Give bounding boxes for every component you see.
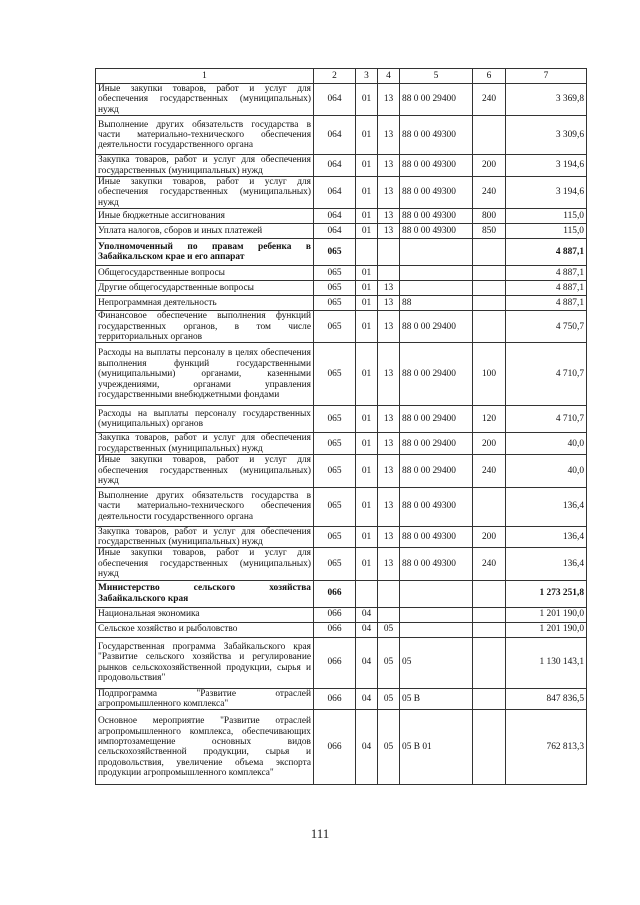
column-number: 6 — [473, 69, 506, 84]
expense-type-code — [473, 637, 506, 688]
row-description: Общегосударственные вопросы — [96, 266, 314, 281]
amount: 4 887,1 — [506, 266, 587, 281]
ministry-code: 066 — [314, 622, 356, 637]
table-row — [96, 637, 587, 688]
table-row — [96, 406, 587, 433]
subsection-code — [378, 607, 400, 622]
target-article-code: 88 0 00 29400 — [400, 433, 473, 455]
table-row — [96, 296, 587, 311]
expense-type-code: 800 — [473, 209, 506, 224]
section-code: 01 — [356, 311, 378, 343]
target-article-code: 88 0 00 49300 — [400, 116, 473, 155]
ministry-code: 065 — [314, 311, 356, 343]
subsection-code: 13 — [378, 548, 400, 580]
ministry-code: 065 — [314, 343, 356, 406]
section-code: 04 — [356, 637, 378, 688]
ministry-code: 066 — [314, 688, 356, 710]
amount: 4 887,1 — [506, 296, 587, 311]
target-article-code: 05 В — [400, 688, 473, 710]
subsection-code: 13 — [378, 155, 400, 177]
column-number: 4 — [378, 69, 400, 84]
expense-type-code — [473, 266, 506, 281]
ministry-code: 065 — [314, 266, 356, 281]
section-code: 01 — [356, 155, 378, 177]
page-number: 111 — [310, 826, 330, 841]
target-article-code: 88 0 00 49300 — [400, 209, 473, 224]
expense-type-code — [473, 116, 506, 155]
table-row — [96, 622, 587, 637]
ministry-code: 065 — [314, 487, 356, 526]
subsection-code — [378, 580, 400, 607]
row-description: Непрограммная деятельность — [96, 296, 314, 311]
table-row — [96, 239, 587, 266]
row-description: Закупка товаров, работ и услуг для обеспечения государственных (муниципальных) нужд — [96, 155, 314, 177]
expense-type-code: 240 — [473, 548, 506, 580]
subsection-code: 13 — [378, 526, 400, 548]
row-description: Другие общегосударственные вопросы — [96, 281, 314, 296]
table-row — [96, 224, 587, 239]
subsection-code: 13 — [378, 224, 400, 239]
column-number: 5 — [400, 69, 473, 84]
target-article-code: 88 — [400, 296, 473, 311]
row-description: Закупка товаров, работ и услуг для обеспечения государственных (муниципальных) нужд — [96, 526, 314, 548]
target-article-code: 88 0 00 49300 — [400, 224, 473, 239]
subsection-code — [378, 239, 400, 266]
subsection-code: 05 — [378, 637, 400, 688]
amount: 1 273 251,8 — [506, 580, 587, 607]
table-row — [96, 266, 587, 281]
target-article-code: 88 0 00 49300 — [400, 487, 473, 526]
table-row — [96, 688, 587, 710]
target-article-code — [400, 281, 473, 296]
ministry-code: 065 — [314, 433, 356, 455]
row-description: Министерство сельского хозяйства Забайкальского края — [96, 580, 314, 607]
subsection-code: 13 — [378, 311, 400, 343]
section-code: 01 — [356, 296, 378, 311]
table-row — [96, 281, 587, 296]
amount: 4 750,7 — [506, 311, 587, 343]
amount: 847 836,5 — [506, 688, 587, 710]
amount: 136,4 — [506, 487, 587, 526]
table-row — [96, 155, 587, 177]
subsection-code: 13 — [378, 116, 400, 155]
target-article-code: 88 0 00 49300 — [400, 177, 473, 209]
amount: 115,0 — [506, 224, 587, 239]
amount: 3 309,6 — [506, 116, 587, 155]
section-code — [356, 580, 378, 607]
amount: 40,0 — [506, 433, 587, 455]
ministry-code: 064 — [314, 224, 356, 239]
expense-type-code: 240 — [473, 455, 506, 487]
amount: 4 887,1 — [506, 281, 587, 296]
section-code: 01 — [356, 526, 378, 548]
expense-type-code: 240 — [473, 177, 506, 209]
table-row — [96, 433, 587, 455]
ministry-code: 066 — [314, 607, 356, 622]
row-description: Уплата налогов, сборов и иных платежей — [96, 224, 314, 239]
target-article-code — [400, 622, 473, 637]
ministry-code: 064 — [314, 116, 356, 155]
row-description: Сельское хозяйство и рыболовство — [96, 622, 314, 637]
expense-type-code — [473, 688, 506, 710]
target-article-code — [400, 580, 473, 607]
target-article-code: 88 0 00 29400 — [400, 455, 473, 487]
subsection-code: 13 — [378, 281, 400, 296]
ministry-code: 066 — [314, 580, 356, 607]
target-article-code: 05 В 01 — [400, 710, 473, 785]
section-code: 01 — [356, 406, 378, 433]
table-row — [96, 526, 587, 548]
table-row — [96, 487, 587, 526]
table-row — [96, 209, 587, 224]
expense-type-code: 850 — [473, 224, 506, 239]
expense-type-code — [473, 487, 506, 526]
amount: 3 194,6 — [506, 155, 587, 177]
expense-type-code — [473, 311, 506, 343]
section-code: 04 — [356, 688, 378, 710]
row-description: Подпрограмма "Развитие отраслей агропромышленного комплекса" — [96, 688, 314, 710]
row-description: Иные закупки товаров, работ и услуг для обеспечения государственных (муниципальных) нужд — [96, 84, 314, 116]
amount: 40,0 — [506, 455, 587, 487]
target-article-code: 88 0 00 49300 — [400, 526, 473, 548]
row-description: Расходы на выплаты персоналу в целях обеспечения выполнения функций государственными (муниципальными) органами, казенными учреждениями, органами управления государственными внебюджетными фондами — [96, 343, 314, 406]
expense-type-code: 200 — [473, 526, 506, 548]
section-code — [356, 239, 378, 266]
subsection-code: 13 — [378, 487, 400, 526]
expense-type-code: 120 — [473, 406, 506, 433]
section-code: 04 — [356, 710, 378, 785]
row-description: Иные закупки товаров, работ и услуг для обеспечения государственных (муниципальных) нужд — [96, 177, 314, 209]
table-row — [96, 84, 587, 116]
expense-type-code: 100 — [473, 343, 506, 406]
column-number: 2 — [314, 69, 356, 84]
section-code: 01 — [356, 548, 378, 580]
expense-type-code: 200 — [473, 433, 506, 455]
table-row — [96, 710, 587, 785]
section-code: 01 — [356, 266, 378, 281]
row-description: Закупка товаров, работ и услуг для обеспечения государственных (муниципальных) нужд — [96, 433, 314, 455]
subsection-code: 05 — [378, 622, 400, 637]
ministry-code: 066 — [314, 710, 356, 785]
table-row — [96, 311, 587, 343]
amount: 115,0 — [506, 209, 587, 224]
target-article-code — [400, 239, 473, 266]
subsection-code: 13 — [378, 209, 400, 224]
target-article-code: 05 — [400, 637, 473, 688]
amount: 762 813,3 — [506, 710, 587, 785]
amount: 1 201 190,0 — [506, 607, 587, 622]
row-description: Выполнение других обязательств государства в части материально-технического обеспечения деятельности государственного органа — [96, 487, 314, 526]
expense-type-code — [473, 607, 506, 622]
expense-type-code: 200 — [473, 155, 506, 177]
ministry-code: 064 — [314, 209, 356, 224]
column-number: 3 — [356, 69, 378, 84]
budget-table — [95, 68, 587, 785]
subsection-code: 05 — [378, 710, 400, 785]
section-code: 01 — [356, 487, 378, 526]
amount: 136,4 — [506, 526, 587, 548]
expense-type-code: 240 — [473, 84, 506, 116]
amount: 136,4 — [506, 548, 587, 580]
subsection-code: 13 — [378, 343, 400, 406]
amount: 1 201 190,0 — [506, 622, 587, 637]
table-row — [96, 607, 587, 622]
section-code: 04 — [356, 607, 378, 622]
ministry-code: 065 — [314, 239, 356, 266]
subsection-code — [378, 266, 400, 281]
ministry-code: 065 — [314, 548, 356, 580]
subsection-code: 13 — [378, 406, 400, 433]
section-code: 01 — [356, 455, 378, 487]
table-row — [96, 116, 587, 155]
subsection-code: 13 — [378, 177, 400, 209]
table-row — [96, 580, 587, 607]
row-description: Национальная экономика — [96, 607, 314, 622]
column-number: 7 — [506, 69, 587, 84]
expense-type-code — [473, 281, 506, 296]
table-row — [96, 343, 587, 406]
amount: 4 710,7 — [506, 343, 587, 406]
subsection-code: 05 — [378, 688, 400, 710]
target-article-code: 88 0 00 49300 — [400, 548, 473, 580]
subsection-code: 13 — [378, 433, 400, 455]
ministry-code: 065 — [314, 296, 356, 311]
row-description: Иные закупки товаров, работ и услуг для обеспечения государственных (муниципальных) нужд — [96, 548, 314, 580]
table-row — [96, 548, 587, 580]
row-description: Иные бюджетные ассигнования — [96, 209, 314, 224]
section-code: 01 — [356, 177, 378, 209]
expense-type-code — [473, 710, 506, 785]
ministry-code: 064 — [314, 84, 356, 116]
ministry-code: 066 — [314, 637, 356, 688]
amount: 3 194,6 — [506, 177, 587, 209]
column-number-row — [96, 69, 587, 84]
section-code: 01 — [356, 281, 378, 296]
amount: 4 887,1 — [506, 239, 587, 266]
ministry-code: 065 — [314, 281, 356, 296]
section-code: 01 — [356, 224, 378, 239]
section-code: 01 — [356, 84, 378, 116]
section-code: 04 — [356, 622, 378, 637]
section-code: 01 — [356, 116, 378, 155]
ministry-code: 065 — [314, 526, 356, 548]
expense-type-code — [473, 622, 506, 637]
row-description: Расходы на выплаты персоналу государственных (муниципальных) органов — [96, 406, 314, 433]
row-description: Иные закупки товаров, работ и услуг для обеспечения государственных (муниципальных) нужд — [96, 455, 314, 487]
expense-type-code — [473, 580, 506, 607]
target-article-code: 88 0 00 29400 — [400, 84, 473, 116]
table-body — [96, 69, 587, 785]
target-article-code — [400, 266, 473, 281]
subsection-code: 13 — [378, 84, 400, 116]
target-article-code: 88 0 00 29400 — [400, 311, 473, 343]
amount: 1 130 143,1 — [506, 637, 587, 688]
table-row — [96, 177, 587, 209]
section-code: 01 — [356, 433, 378, 455]
row-description: Уполномоченный по правам ребенка в Забайкальском крае и его аппарат — [96, 239, 314, 266]
amount: 4 710,7 — [506, 406, 587, 433]
ministry-code: 065 — [314, 455, 356, 487]
column-number: 1 — [96, 69, 314, 84]
target-article-code — [400, 607, 473, 622]
row-description: Основное мероприятие "Развитие отраслей агропромышленного комплекса, обеспечивающих импортозамещение основных видов сельскохозяйственной продукции, сырья и продовольствия, увеличение объема экспорта продукции агропромышленного комплекса" — [96, 710, 314, 785]
row-description: Выполнение других обязательств государства в части материально-технического обеспечения деятельности государственного органа — [96, 116, 314, 155]
subsection-code: 13 — [378, 455, 400, 487]
expense-type-code — [473, 239, 506, 266]
expense-type-code — [473, 296, 506, 311]
target-article-code: 88 0 00 49300 — [400, 155, 473, 177]
amount: 3 369,8 — [506, 84, 587, 116]
ministry-code: 064 — [314, 177, 356, 209]
section-code: 01 — [356, 343, 378, 406]
row-description: Государственная программа Забайкальского края "Развитие сельского хозяйства и регулирование рынков сельскохозяйственной продукции, сырья и продовольствия" — [96, 637, 314, 688]
table-row — [96, 455, 587, 487]
target-article-code: 88 0 00 29400 — [400, 343, 473, 406]
section-code: 01 — [356, 209, 378, 224]
row-description: Финансовое обеспечение выполнения функций государственных органов, в том числе территориальных органов — [96, 311, 314, 343]
subsection-code: 13 — [378, 296, 400, 311]
ministry-code: 065 — [314, 406, 356, 433]
target-article-code: 88 0 00 29400 — [400, 406, 473, 433]
ministry-code: 064 — [314, 155, 356, 177]
